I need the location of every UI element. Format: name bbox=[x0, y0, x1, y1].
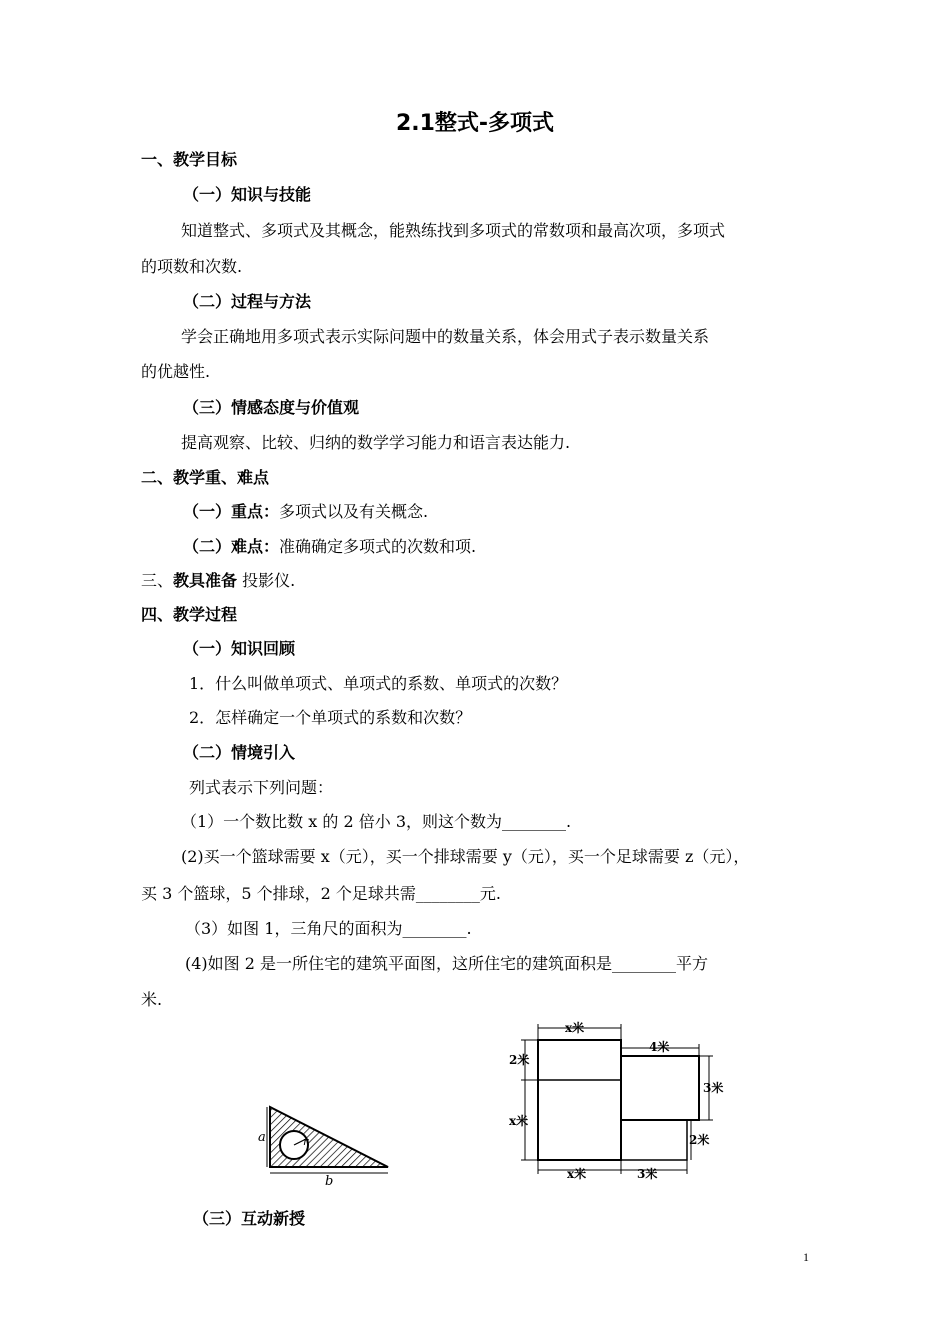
scenario-intro: 列式表示下列问题： bbox=[189, 778, 334, 797]
section-3-heading: 教具准备 bbox=[173, 571, 238, 590]
exercise-4-line-2: 米. bbox=[141, 990, 163, 1009]
dim-bot-right-3: 3米 bbox=[637, 1167, 658, 1181]
main-room bbox=[538, 1040, 621, 1160]
label-a: a bbox=[258, 1130, 266, 1145]
exercise-3: （3）如图 1，三角尺的面积为________. bbox=[185, 919, 472, 938]
exercise-2-line-1: (2)买一个篮球需要 x（元），买一个排球需要 y（元），买一个足球需要 z（元）， bbox=[181, 847, 750, 866]
section-3-line bbox=[141, 571, 295, 591]
side-room bbox=[621, 1056, 699, 1120]
dim-left-top-2: 2米 bbox=[509, 1053, 530, 1067]
dim-left-mid-x: x米 bbox=[509, 1114, 529, 1128]
dim-right-bot-2: 2米 bbox=[689, 1133, 710, 1147]
key-point bbox=[183, 502, 428, 522]
exercise-2-line-2: 买 3 个篮球，5 个排球，2 个足球共需________元. bbox=[141, 884, 501, 903]
subsection-scenario: （二）情境引入 bbox=[183, 743, 296, 762]
key-point-label: （一）重点： bbox=[183, 502, 280, 521]
dim-bot-left-x: x米 bbox=[567, 1167, 587, 1181]
figure-1-triangle bbox=[250, 1095, 400, 1185]
difficult-point-label: （二）难点： bbox=[183, 537, 280, 556]
section-4-heading: 四、教学过程 bbox=[141, 605, 238, 624]
subsection-interactive: （三）互动新授 bbox=[193, 1209, 306, 1228]
dim-right-top-4: 4米 bbox=[649, 1040, 670, 1054]
key-point-text: 多项式以及有关概念. bbox=[279, 502, 429, 521]
difficult-point-text: 准确确定多项式的次数和项. bbox=[279, 537, 477, 556]
exercise-4-line-1: (4)如图 2 是一所住宅的建筑平面图，这所住宅的建筑面积是________平方 bbox=[185, 954, 709, 973]
subsection-attitude: （三）情感态度与价值观 bbox=[183, 398, 360, 417]
paragraph-attitude: 提高观察、比较、归纳的数学学习能力和语言表达能力. bbox=[181, 433, 571, 452]
paragraph-knowledge-1: 知道整式、多项式及其概念，能熟练找到多项式的常数项和最高次项，多项式 bbox=[181, 221, 726, 240]
subsection-knowledge: （一）知识与技能 bbox=[183, 185, 312, 204]
paragraph-process-2: 的优越性. bbox=[141, 362, 211, 381]
section-3-prefix: 三、 bbox=[141, 571, 174, 590]
label-r: r bbox=[303, 1135, 309, 1148]
label-b: b bbox=[325, 1174, 334, 1185]
subsection-review: （一）知识回顾 bbox=[183, 639, 296, 658]
paragraph-process-1: 学会正确地用多项式表示实际问题中的数量关系，体会用式子表示数量关系 bbox=[181, 327, 710, 346]
dim-right-mid-3: 3米 bbox=[703, 1081, 724, 1095]
page-number: 1 bbox=[803, 1250, 809, 1264]
review-question-1: 1．什么叫做单项式、单项式的系数、单项式的次数？ bbox=[189, 674, 568, 693]
paragraph-knowledge-2: 的项数和次数. bbox=[141, 257, 243, 276]
difficult-point bbox=[183, 537, 476, 557]
exercise-1: （1）一个数比数 x 的 2 倍小 3，则这个数为________. bbox=[181, 812, 572, 831]
review-question-2: 2．怎样确定一个单项式的系数和次数？ bbox=[189, 708, 472, 727]
subsection-process: （二）过程与方法 bbox=[183, 292, 312, 311]
section-2-heading: 二、教学重、难点 bbox=[141, 468, 270, 487]
page-title: 2.1整式-多项式 bbox=[395, 111, 555, 136]
dim-top-x: x米 bbox=[565, 1021, 585, 1035]
section-1-heading: 一、教学目标 bbox=[141, 150, 238, 169]
figure-2-floor-plan bbox=[505, 1018, 745, 1188]
section-3-text: 投影仪. bbox=[242, 571, 296, 590]
